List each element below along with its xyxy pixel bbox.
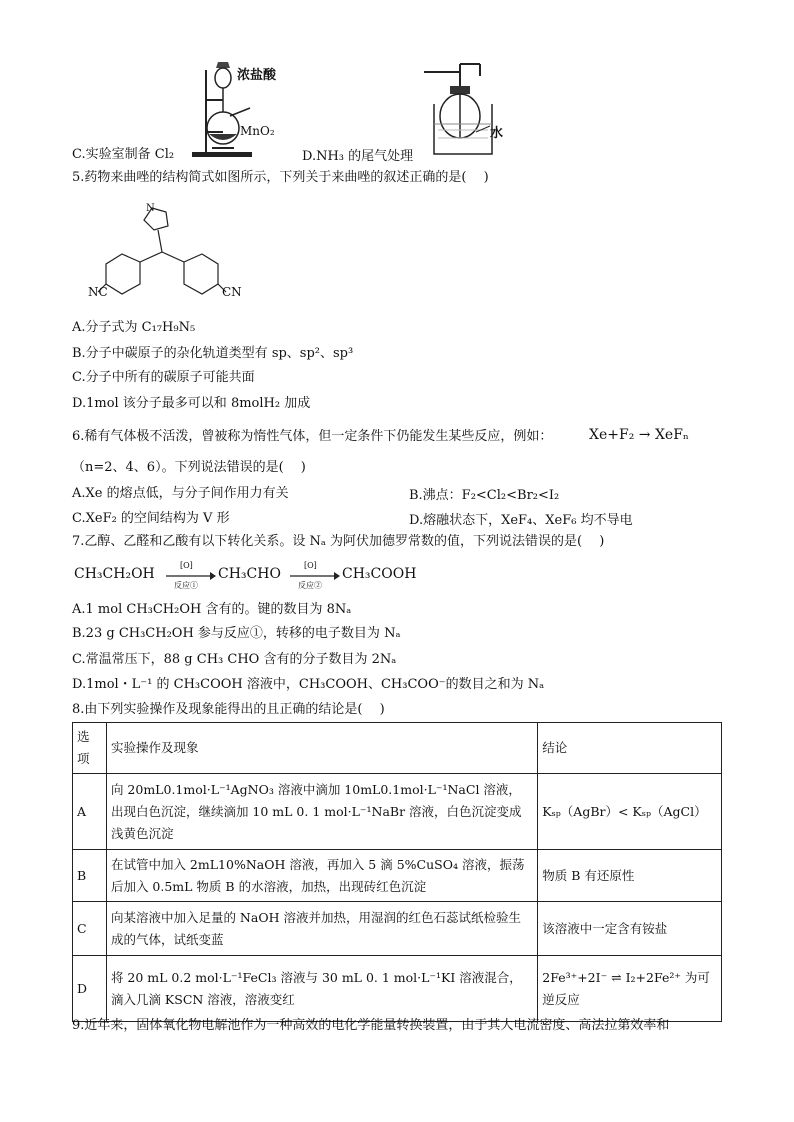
row-conclusion: Kₛₚ（AgBr）< Kₛₚ（AgCl） xyxy=(538,774,722,850)
header-conclusion: 结论 xyxy=(538,723,722,774)
q6-option-b: B.沸点：F₂<Cl₂<Br₂<I₂ xyxy=(409,488,560,503)
q7-option-c: C.常温常压下，88 g CH₃ CHO 含有的分子数目为 2Nₐ xyxy=(72,652,397,667)
arrow-2-top-label: [O] xyxy=(304,561,317,570)
question-5-stem: 5.药物来曲唑的结构简式如图所示，下列关于来曲唑的叙述正确的是( ) xyxy=(72,170,489,185)
option-c-chlorine-label: C.实验室制备 Cl₂ xyxy=(72,147,175,162)
row-operation: 向某溶液中加入足量的 NaOH 溶液并加热，用湿润的红色石蕊试纸检验生成的气体，试纸变蓝 xyxy=(106,902,537,956)
question-9-stem: 9.近年来，固体氧化物电解池作为一种高效的电化学能量转换装置，由于其大电流密度、高法拉第效率和 xyxy=(72,1018,670,1033)
experiment-table xyxy=(72,722,722,1022)
triazole-n-label: N xyxy=(146,203,155,214)
nc-label: NC xyxy=(88,285,108,299)
q6-option-d: D.熔融状态下，XeF₄、XeF₆ 均不导电 xyxy=(409,513,633,528)
cn-label: CN xyxy=(222,285,242,299)
q5-option-b: B.分子中碳原子的杂化轨道类型有 sp、sp²、sp³ xyxy=(72,346,354,361)
row-operation: 向 20mL0.1mol·L⁻¹AgNO₃ 溶液中滴加 10mL0.1mol·L⁻¹NaCl 溶液，出现白色沉淀，继续滴加 10 mL 0. 1 mol·L⁻¹NaBr 溶液，白色沉淀变成浅黄色沉淀 xyxy=(106,774,537,850)
arrow-2-bottom-label: 反应② xyxy=(298,581,322,590)
row-operation: 在试管中加入 2mL10%NaOH 溶液，再加入 5 滴 5%CuSO₄ 溶液，振荡后加入 0.5mL 物质 B 的水溶液，加热，出现砖红色沉淀 xyxy=(106,850,537,902)
arrow-1-bottom-label: 反应① xyxy=(174,581,198,590)
row-option: A xyxy=(73,774,107,850)
concentrated-hcl-label: 浓盐酸 xyxy=(237,68,277,83)
ammonia-absorption-figure xyxy=(420,58,510,158)
table-row xyxy=(73,850,722,902)
arrow-1-top-label: [O] xyxy=(180,561,193,570)
q7-option-a: A.1 mol CH₃CH₂OH 含有的。键的数目为 8Nₐ xyxy=(72,602,352,617)
water-label: 水 xyxy=(490,126,504,141)
question-6-stem-2: （n=2、4、6）。下列说法错误的是( ) xyxy=(72,460,306,475)
row-conclusion: 物质 B 有还原性 xyxy=(538,850,722,902)
q5-option-c: C.分子中所有的碳原子可能共面 xyxy=(72,370,255,385)
row-operation: 将 20 mL 0.2 mol·L⁻¹FeCl₃ 溶液与 30 mL 0. 1 mol·L⁻¹KI 溶液混合，滴入几滴 KSCN 溶液，溶液变红 xyxy=(106,956,537,1022)
ethanol-formula: CH₃CH₂OH xyxy=(74,566,155,582)
row-option: B xyxy=(73,850,107,902)
table-row xyxy=(73,774,722,850)
acetic-acid-formula: CH₃COOH xyxy=(342,566,417,582)
q6-option-c: C.XeF₂ 的空间结构为 V 形 xyxy=(72,511,230,526)
row-option: D xyxy=(73,956,107,1022)
question-7-stem: 7.乙醇、乙醛和乙酸有以下转化关系。设 Nₐ 为阿伏加德罗常数的值，下列说法错误的是( ) xyxy=(72,534,605,549)
q7-option-b: B.23 g CH₃CH₂OH 参与反应①，转移的电子数目为 Nₐ xyxy=(72,626,401,641)
table-row xyxy=(73,902,722,956)
row-conclusion: 该溶液中一定含有铵盐 xyxy=(538,902,722,956)
question-6-stem: 6.稀有气体极不活泼，曾被称为惰性气体，但一定条件下仍能发生某些反应，例如： xyxy=(72,429,553,444)
table-header-row xyxy=(73,723,722,774)
question-8-stem: 8.由下列实验操作及现象能得出的且正确的结论是( ) xyxy=(72,702,385,717)
q6-option-a: A.Xe 的熔点低，与分子间作用力有关 xyxy=(72,486,289,501)
acetaldehyde-formula: CH₃CHO xyxy=(218,566,281,582)
header-operation: 实验操作及现象 xyxy=(106,723,537,774)
q5-option-d: D.1mol 该分子最多可以和 8molH₂ 加成 xyxy=(72,396,311,411)
option-d-ammonia-label: D.NH₃ 的尾气处理 xyxy=(302,149,414,164)
mno2-label: MnO₂ xyxy=(240,124,275,138)
row-option: C xyxy=(73,902,107,956)
q7-option-d: D.1mol・L⁻¹ 的 CH₃COOH 溶液中，CH₃COOH、CH₃COO⁻的数目之和为 Nₐ xyxy=(72,677,545,692)
header-option: 选项 xyxy=(73,723,107,774)
table-row xyxy=(73,956,722,1022)
row-conclusion: 2Fe³⁺+2I⁻ ⇌ I₂+2Fe²⁺ 为可逆反应 xyxy=(538,956,722,1022)
q6-equation: Xe+F₂ → XeFₙ xyxy=(589,427,689,443)
q5-option-a: A.分子式为 C₁₇H₉N₅ xyxy=(72,320,196,335)
